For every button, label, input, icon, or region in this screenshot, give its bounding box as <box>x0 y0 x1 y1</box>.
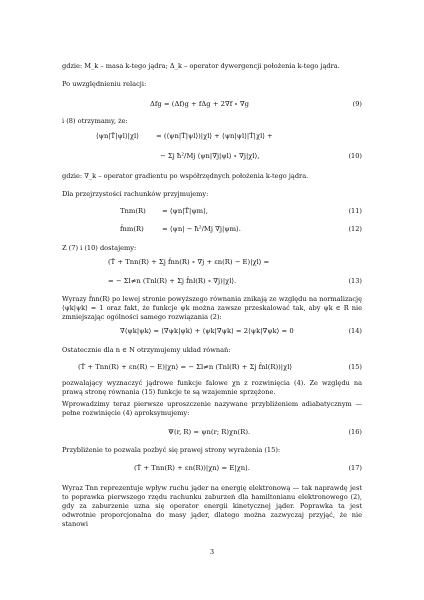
equation-16: Ψ(r, R) = ψn(r; R)χn(R). <box>168 428 251 436</box>
paragraph-normalization: Wyrazy f̂nn(R) po lewej stronie powyższego równania znikają ze względu na normalizację ⟨ψk|ψk⟩ = 1 oraz fakt, że funkcje ψk można zawsze przeskalować tak, aby ψk ∈ R nie zmniejszając ogólności samego rozwiązania (2): <box>62 295 362 321</box>
equation-13-number: (13) <box>348 277 362 285</box>
equation-12-rhs: = ⟨ψn| − ħ²/Mj ∇j|ψm⟩. <box>162 225 241 233</box>
equation-15: (T̂ + Tnn(R) + εn(R) − E)|χn⟩ = − Σl≠n (Tnl(R) + Σj f̂nl(R))|χl⟩ <box>78 363 293 371</box>
equation-11-rhs: = ⟨ψn|T̂|ψm⟩, <box>162 207 208 215</box>
text-i8: i (8) otrzymamy, że: <box>62 117 128 125</box>
equation-17: (T̂ + Tnn(R) + εn(R))|χn⟩ = E|χn⟩. <box>134 464 250 472</box>
equation-11-lhs: Tnm(R) <box>120 207 146 215</box>
equation-13-line2: = − Σl≠n (Tnl(R) + Σj f̂nl(R) ∘ ∇j)|χl⟩. <box>108 277 237 285</box>
intro-line: gdzie: M_k – masa k-tego jądra; Δ_k – operator dywergencji położenia k-tego jądra. <box>62 62 340 70</box>
text-ostatecznie: Ostatecznie dla n ∈ N otrzymujemy układ równań: <box>62 346 231 354</box>
text-dla-przejrzystosci: Dla przejrzystości rachunków przyjmujemy: <box>62 190 209 198</box>
paragraph-coupled-functions: pozwalający wyznaczyć jądrowe funkcje falowe χn z rozwinięcia (4). Ze względu na prawą stronę równania (15) funkcje te są wzajemnie sprzężone. <box>62 379 362 396</box>
equation-13-line1: (T̂ + Tnn(R) + Σj f̂nn(R) ∘ ∇j + εn(R) − E)|χl⟩ = <box>108 258 270 266</box>
equation-10-lhs: ⟨ψn|T̂|ψl⟩|χl⟩ <box>96 132 139 140</box>
page-number: 3 <box>209 548 215 556</box>
equation-17-number: (17) <box>348 464 362 472</box>
text-z7i10: Z (7) i (10) dostajemy: <box>62 244 137 252</box>
equation-10-line1: = (⟨ψn|T̂|ψl⟩)|χl⟩ + ⟨ψn|ψl⟩|T̂|χl⟩ + <box>156 132 273 140</box>
equation-9-number: (9) <box>352 100 362 108</box>
paragraph-tnn: Wyraz Tnn reprezentuje wpływ ruchu jąder na energię elektronową — tak naprawdę jest to poprawka pierwszego rzędu rachunku zaburzeń dla hamiltonianu elektronowego (2), gdy za zaburzenie uzna się operator energii kinetycznej jąder. Poprawka ta jest odwrotnie proporcjonalna do masy jąder, dlatego można zazwyczaj przyjąć, że nie stanowi <box>62 484 362 528</box>
text-po-uwzglednieniu: Po uwzględnieniu relacji: <box>62 80 147 88</box>
equation-14-number: (14) <box>348 327 362 335</box>
equation-12-lhs: f̂nm(R) <box>120 225 144 233</box>
equation-15-number: (15) <box>348 363 362 371</box>
equation-11-number: (11) <box>348 207 362 215</box>
equation-10-line2: − Σj ħ²/Mj ⟨ψn|∇j|ψl⟩ ∘ ∇j|χl⟩, <box>160 152 260 160</box>
paragraph-adiabatic: Wprowadzimy teraz pierwsze uproszczenie nazywane przybliżeniem adiabatycznym — pełne rozwinięcie (4) aproksymujemy: <box>62 400 362 417</box>
equation-14: ∇⟨ψk|ψk⟩ = ⟨∇ψk|ψk⟩ + ⟨ψk|∇ψk⟩ = 2⟨ψk|∇ψk⟩ = 0 <box>120 327 294 335</box>
equation-9: Δfg = (Δf)g + fΔg + 2∇f ∘ ∇g <box>150 100 250 108</box>
text-przyblizenie: Przybliżenie to pozwala pozbyć się prawej strony wyrażenia (15): <box>62 446 281 454</box>
equation-12-number: (12) <box>348 225 362 233</box>
text-gdzie-nabla: gdzie: ∇_k – operator gradientu po współrzędnych położenia k-tego jądra. <box>62 172 309 180</box>
equation-10-number: (10) <box>348 152 362 160</box>
equation-16-number: (16) <box>348 428 362 436</box>
